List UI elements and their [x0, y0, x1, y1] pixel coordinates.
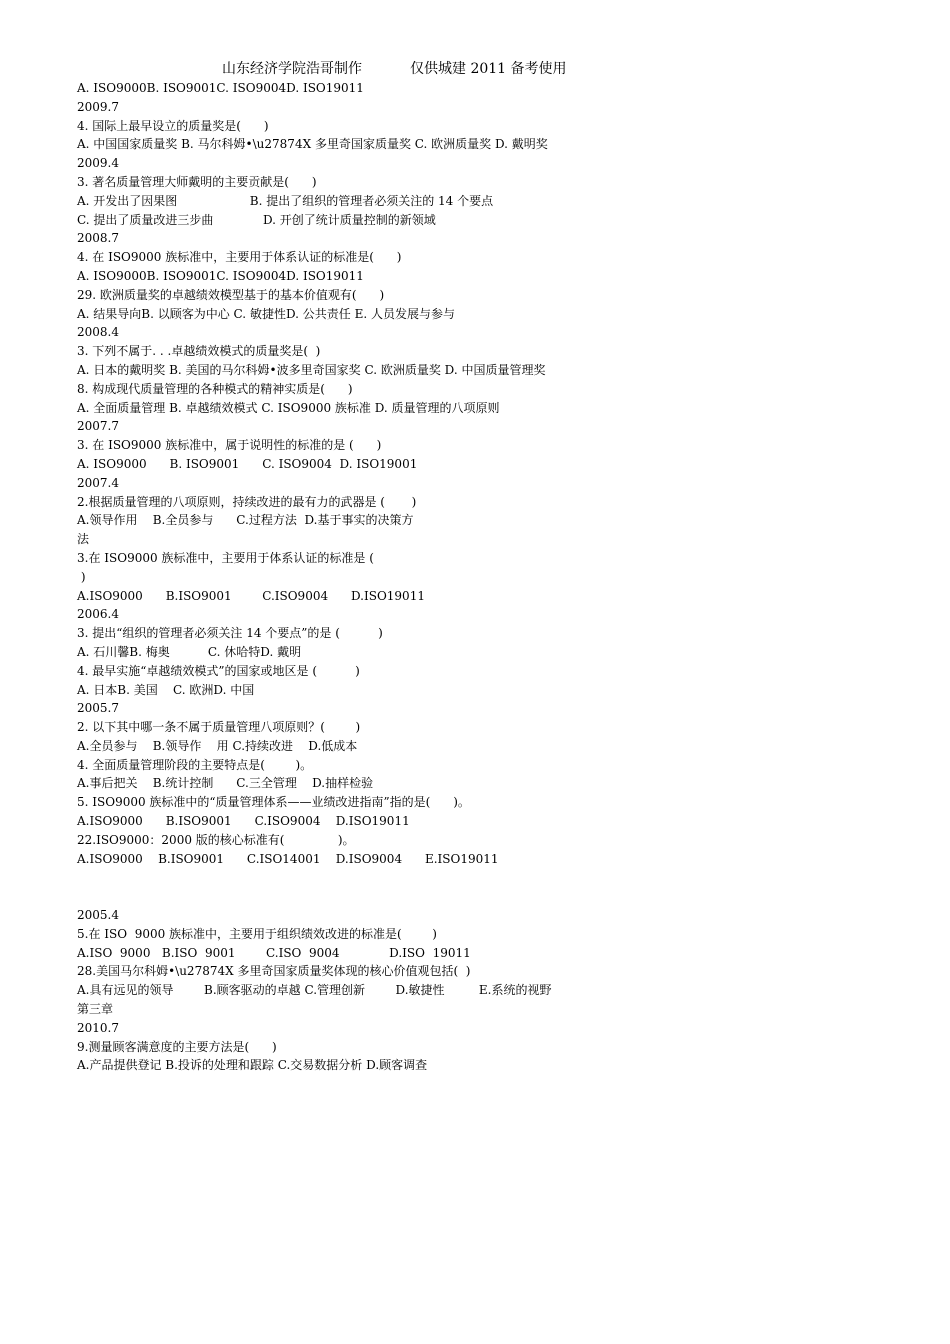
date-line: 2005.4 — [77, 908, 119, 923]
question-line: 2.根据质量管理的八项原则，持续改进的最有力的武器是 ( ) — [77, 494, 417, 509]
options-line: A.产品提供登记 B.投诉的处理和跟踪 C.交易数据分析 D.顾客调查 — [77, 1058, 428, 1073]
question-line: 3. 在 ISO9000 族标准中，属于说明性的标准的是 ( ) — [77, 438, 382, 453]
text-line: A. ISO9000B. ISO9001C. ISO9004D. ISO19011 — [77, 81, 364, 95]
date-line: 2005.7 — [77, 701, 119, 716]
options-line: A. 日本的戴明奖 B. 美国的马尔科姆•波多里奇国家奖 C. 欧洲质量奖 D. 中国质量管理奖 — [77, 362, 546, 377]
question-line: 28.美国马尔科姆•\u27874X 多里奇国家质量奖体现的核心价值观包括( ) — [77, 964, 471, 979]
options-line: A.ISO 9000 B.ISO 9001 C.ISO 9004 D.ISO 19011 — [77, 945, 471, 960]
options-line: A.ISO9000 B.ISO9001 C.ISO14001 D.ISO9004 E.ISO19011 — [77, 851, 499, 866]
date-line: 2007.7 — [77, 419, 119, 434]
question-line: 3. 提出“组织的管理者必须关注 14 个要点”的是 ( ) — [77, 626, 383, 641]
options-line: 法 — [77, 532, 90, 547]
question-line: 8. 构成现代质量管理的各种模式的精神实质是( ) — [77, 381, 353, 396]
date-line: 2008.4 — [77, 325, 119, 340]
question-line: 4. 在 ISO9000 族标准中，主要用于体系认证的标准是( ) — [77, 250, 402, 265]
date-line: 2007.4 — [77, 475, 119, 490]
question-line: 2. 以下其中哪一条不属于质量管理八项原则？( ) — [77, 720, 361, 735]
blank-spacer — [77, 868, 717, 906]
question-line: 9.测量顾客满意度的主要方法是( ) — [77, 1039, 277, 1054]
options-line: A. 结果导向B. 以顾客为中心 C. 敏捷性D. 公共责任 E. 人员发展与参与 — [77, 306, 455, 321]
question-line: 4. 全面质量管理阶段的主要特点是( )。 — [77, 757, 313, 772]
question-line: 5. ISO9000 族标准中的“质量管理体系——业绩改进指南”指的是( )。 — [77, 795, 470, 810]
date-line: 2009.4 — [77, 156, 119, 171]
options-line: A. 全面质量管理 B. 卓越绩效模式 C. ISO9000 族标准 D. 质量管理的八项原则 — [77, 400, 500, 415]
options-line: A.ISO9000 B.ISO9001 C.ISO9004 D.ISO19011 — [77, 814, 410, 829]
date-line: 2008.7 — [77, 231, 119, 246]
options-line: A. 石川馨B. 梅奥 C. 休哈特D. 戴明 — [77, 644, 302, 659]
options-line: A.ISO9000 B.ISO9001 C.ISO9004 D.ISO19011 — [77, 588, 425, 603]
options-line: A. 中国国家质量奖 B. 马尔科姆•\u27874X 多里奇国家质量奖 C. 欧洲质量奖 D. 戴明奖 — [77, 137, 548, 152]
options-line: A.具有远见的领导 B.顾客驱动的卓越 C.管理创新 D.敏捷性 E.系统的视野 — [77, 983, 552, 998]
question-line: 29. 欧洲质量奖的卓越绩效模型基于的基本价值观有( ) — [77, 287, 385, 302]
question-line: 4. 国际上最早设立的质量奖是( ) — [77, 118, 269, 133]
question-line: 4. 最早实施“卓越绩效模式”的国家或地区是 ( ) — [77, 663, 360, 678]
chapter-heading: 第三章 — [77, 1002, 114, 1017]
question-line: 3. 著名质量管理大师戴明的主要贡献是( ) — [77, 174, 317, 189]
date-line: 2009.7 — [77, 99, 119, 114]
question-line: 3. 下列不属于. . .卓越绩效模式的质量奖是( ) — [77, 344, 321, 359]
options-line: A. ISO9000B. ISO9001C. ISO9004D. ISO19011 — [77, 268, 364, 283]
question-line: 22.ISO9000：2000 版的核心标准有( )。 — [77, 832, 355, 847]
options-line: A.全员参与 B.领导作 用 C.持续改进 D.低成本 — [77, 738, 358, 753]
header-author: 山东经济学院浩哥制作 — [222, 61, 362, 77]
options-line: A. 开发出了因果图 B. 提出了组织的管理者必须关注的 14 个要点 — [77, 193, 494, 208]
options-line: C. 提出了质量改进三步曲 D. 开创了统计质量控制的新领域 — [77, 212, 436, 227]
header-note: 仅供城建 2011 备考使用 — [410, 61, 567, 77]
question-line: 5.在 ISO 9000 族标准中，主要用于组织绩效改进的标准是( ) — [77, 926, 437, 941]
options-line: A.领导作用 B.全员参与 C.过程方法 D.基于事实的决策方 — [77, 513, 414, 528]
document-body — [77, 79, 717, 1075]
question-line: ) — [77, 569, 86, 584]
options-line: A.事后把关 B.统计控制 C.三全管理 D.抽样检验 — [77, 776, 374, 791]
options-line: A. 日本B. 美国 C. 欧洲D. 中国 — [77, 682, 255, 697]
question-line: 3.在 ISO9000 族标准中，主要用于体系认证的标准是 ( — [77, 550, 374, 565]
date-line: 2010.7 — [77, 1020, 119, 1035]
options-line: A. ISO9000 B. ISO9001 C. ISO9004 D. ISO19001 — [77, 456, 418, 471]
page-header — [222, 58, 567, 78]
date-line: 2006.4 — [77, 607, 119, 622]
